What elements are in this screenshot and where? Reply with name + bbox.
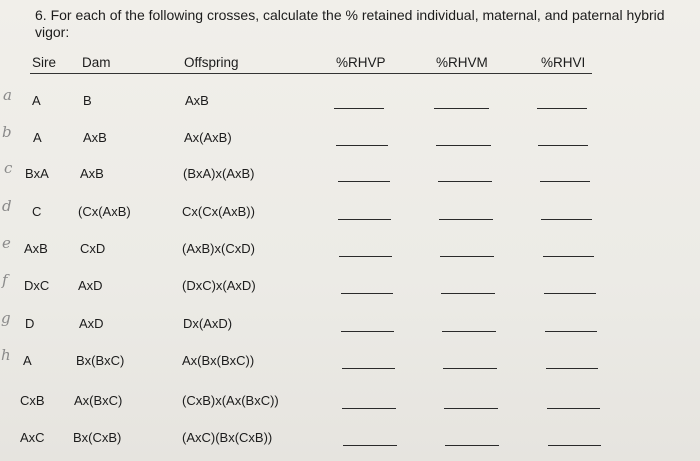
- answer-blank-individual: [540, 181, 590, 182]
- answer-blank-paternal: [338, 219, 391, 220]
- sire-cell: DxC: [24, 278, 50, 293]
- header-dam: Dam: [82, 55, 111, 70]
- answer-blank-individual: [537, 108, 587, 109]
- header-rhv-individual: %RHVI: [541, 55, 586, 70]
- offspring-cell: Ax(AxB): [184, 130, 232, 145]
- header-offspring: Offspring: [184, 55, 239, 70]
- answer-blank-maternal: [442, 331, 496, 332]
- answer-blank-individual: [545, 331, 597, 332]
- row-margin-mark: c: [4, 159, 13, 177]
- dam-cell: B: [83, 93, 92, 108]
- row-margin-mark: a: [3, 86, 12, 104]
- answer-blank-maternal: [436, 145, 491, 146]
- answer-blank-maternal: [438, 181, 492, 182]
- answer-blank-paternal: [339, 256, 392, 257]
- answer-blank-maternal: [439, 219, 493, 220]
- sire-cell: D: [25, 316, 35, 331]
- dam-cell: AxD: [78, 278, 103, 293]
- answer-blank-maternal: [443, 368, 497, 369]
- row-margin-mark: f: [2, 271, 8, 289]
- dam-cell: AxB: [80, 166, 104, 181]
- answer-blank-individual: [538, 145, 588, 146]
- sire-cell: A: [32, 93, 41, 108]
- offspring-cell: Dx(AxD): [183, 316, 233, 331]
- answer-blank-paternal: [342, 368, 395, 369]
- offspring-cell: (AxC)(Bx(CxB)): [182, 430, 273, 445]
- answer-blank-maternal: [445, 445, 499, 446]
- answer-blank-paternal: [338, 181, 390, 182]
- offspring-cell: (AxB)x(CxD): [182, 241, 255, 256]
- sire-cell: AxC: [20, 430, 45, 445]
- question-text: 6. For each of the following crosses, calculate the % retained individual, maternal, and paternal hybrid vigor:: [35, 7, 665, 40]
- header-sire: Sire: [32, 55, 57, 70]
- sire-cell: BxA: [25, 166, 49, 181]
- row-margin-mark: h: [1, 346, 11, 364]
- offspring-cell: (CxB)x(Ax(BxC)): [182, 393, 279, 408]
- answer-blank-paternal: [342, 408, 396, 409]
- dam-cell: CxD: [80, 241, 106, 256]
- header-underline: [30, 73, 592, 74]
- sire-cell: AxB: [24, 241, 48, 256]
- answer-blank-individual: [546, 368, 598, 369]
- answer-blank-paternal: [343, 445, 397, 446]
- answer-blank-paternal: [341, 293, 393, 294]
- sire-cell: A: [33, 130, 42, 145]
- dam-cell: Bx(CxB): [73, 430, 122, 445]
- answer-blank-individual: [544, 293, 596, 294]
- sire-cell: CxB: [20, 393, 45, 408]
- sire-cell: C: [32, 204, 42, 219]
- offspring-cell: Cx(Cx(AxB)): [182, 204, 255, 219]
- dam-cell: (Cx(AxB): [78, 204, 131, 219]
- row-margin-mark: d: [2, 197, 12, 215]
- offspring-cell: Ax(Bx(BxC)): [182, 353, 255, 368]
- row-margin-mark: g: [1, 309, 11, 327]
- offspring-cell: (DxC)x(AxD): [182, 278, 256, 293]
- dam-cell: AxB: [83, 130, 107, 145]
- answer-blank-paternal: [334, 108, 384, 109]
- answer-blank-maternal: [434, 108, 489, 109]
- header-rhv-paternal: %RHVP: [336, 55, 386, 70]
- answer-blank-individual: [541, 219, 592, 220]
- answer-blank-maternal: [440, 256, 494, 257]
- answer-blank-individual: [543, 256, 594, 257]
- answer-blank-paternal: [341, 331, 394, 332]
- row-margin-mark: e: [2, 234, 11, 252]
- offspring-cell: (BxA)x(AxB): [183, 166, 255, 181]
- answer-blank-maternal: [444, 408, 498, 409]
- answer-blank-individual: [548, 445, 601, 446]
- row-margin-mark: b: [2, 123, 12, 141]
- dam-cell: Ax(BxC): [74, 393, 123, 408]
- dam-cell: AxD: [79, 316, 104, 331]
- answer-blank-paternal: [336, 145, 388, 146]
- header-rhv-maternal: %RHVM: [436, 55, 488, 70]
- offspring-cell: AxB: [185, 93, 209, 108]
- answer-blank-individual: [547, 408, 600, 409]
- sire-cell: A: [23, 353, 32, 368]
- dam-cell: Bx(BxC): [76, 353, 125, 368]
- answer-blank-maternal: [441, 293, 495, 294]
